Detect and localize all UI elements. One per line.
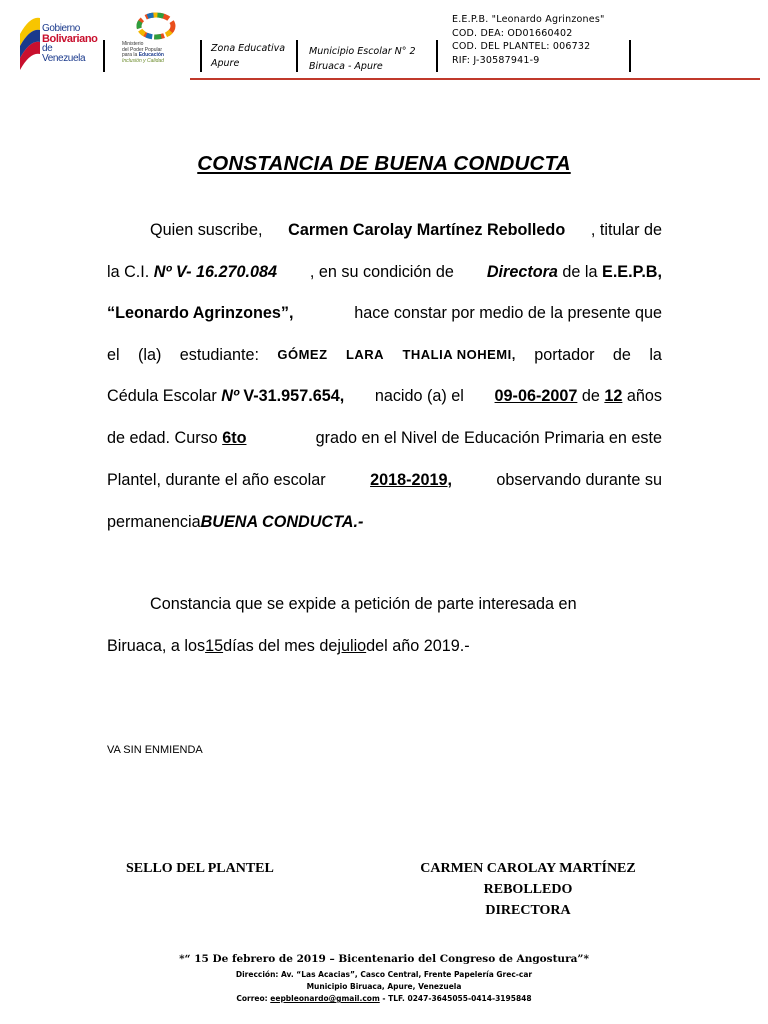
body-line: “Leonardo Agrinzones”, hace constar por medio de la presente que: [107, 304, 662, 322]
ministerio-educacion-logo: Ministerio del Poder Popular para la Educación Inclusión y Calidad: [122, 12, 192, 72]
body-line: de edad. Curso 6to grado en el Nivel de Educación Primaria en este: [107, 429, 662, 447]
header-divider: [436, 40, 438, 72]
body-line: Cédula Escolar Nº V-31.957.654, nacido (a) el 09-06-2007 de 12 años: [107, 387, 662, 405]
zona-educativa-box: Zona Educativa Apure: [211, 43, 286, 69]
school-seal-label: SELLO DEL PLANTEL: [126, 861, 274, 876]
no-amendment-note: VA SIN ENMIENDA: [107, 744, 203, 756]
director-name: CARMEN CAROLAY MARTÍNEZ REBOLLEDO: [420, 861, 636, 897]
footer-city: Municipio Biruaca, Apure, Venezuela: [306, 982, 462, 991]
footer-address: Dirección: Av. “Las Acacias”, Casco Central, Frente Papelería Grec-car: [235, 970, 533, 979]
header-rule: [190, 78, 760, 80]
header-divider: [200, 40, 202, 72]
municipio-escolar-box: Municipio Escolar N° 2 Biruaca - Apure: [309, 46, 416, 72]
body-line: Plantel, durante el año escolar 2018-2019, observando durante su: [107, 471, 662, 489]
body-line: Constancia que se expide a petición de parte interesada en: [150, 595, 577, 613]
ministry-ring-icon: [136, 12, 176, 40]
header-divider: [296, 40, 298, 72]
header-divider: [103, 40, 105, 72]
footer-email-link[interactable]: eepbleonardo@gmail.com: [270, 994, 380, 1003]
gobierno-bolivariano-logo: Gobierno Bolivariano de Venezuela: [16, 14, 96, 70]
director-signature-block: [378, 858, 678, 921]
page-title: CONSTANCIA DE BUENA CONDUCTA: [197, 152, 571, 175]
body-line: el (la) estudiante: GÓMEZ LARA THALIA NOHEMI, portador de la: [107, 346, 662, 364]
body-line: Quien suscribe, Carmen Carolay Martínez Rebolledo , titular de: [150, 221, 662, 239]
body-line: permanencia BUENA CONDUCTA.-: [107, 513, 364, 531]
footer-contact: Correo: eepbleonardo@gmail.com - TLF. 0247-3645055-0414-3195848: [236, 994, 532, 1003]
venezuela-flag-icon: [16, 14, 42, 70]
body-line: la C.I. Nº V- 16.270.084 , en su condición de Directora de la E.E.P.B,: [107, 263, 662, 281]
director-role: DIRECTORA: [485, 903, 571, 918]
body-line: Biruaca, a los 15 días del mes de julio del año 2019.-: [107, 637, 470, 655]
header-divider: [629, 40, 631, 72]
school-info-block: E.E.P.B. "Leonardo Agrinzones" COD. DEA: OD01660402 COD. DEL PLANTEL: 006732 RIF: J-30587941-9: [452, 14, 605, 66]
footer-motto: *“ 15 De febrero de 2019 – Bicentenario del Congreso de Angostura”*: [179, 953, 589, 965]
